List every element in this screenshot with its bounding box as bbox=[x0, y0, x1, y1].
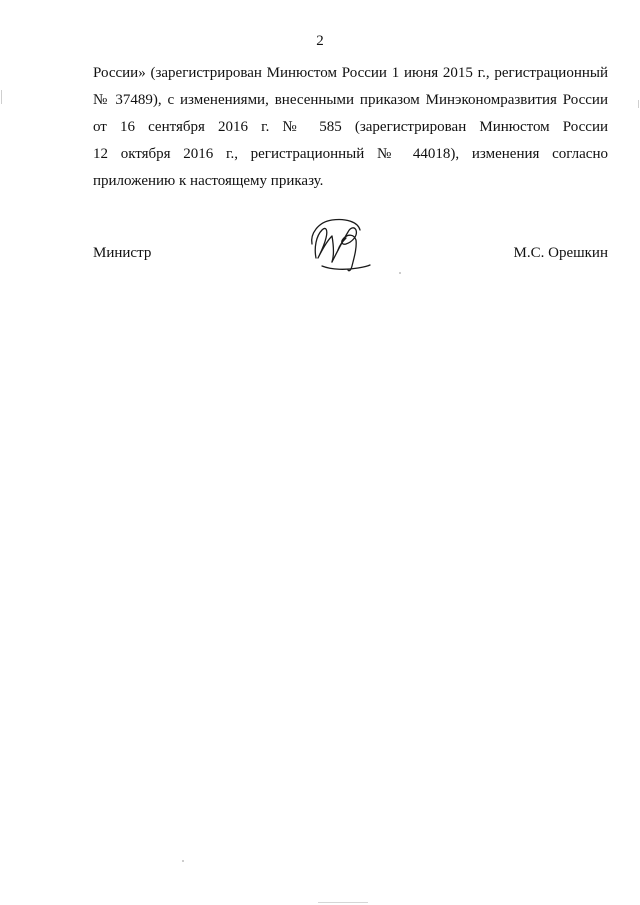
body-line: № 37489), с изменениями, внесенными приказом Минэкономразвития России bbox=[93, 92, 608, 108]
scan-speck bbox=[399, 272, 401, 274]
body-line: России» (зарегистрирован Минюстом России 1 июня 2015 г., регистрационный bbox=[93, 65, 608, 81]
scan-edge-mark bbox=[1, 90, 2, 104]
page-number: 2 bbox=[316, 33, 324, 49]
body-line: от 16 сентября 2016 г. № 585 (зарегистрирован Минюстом России bbox=[93, 119, 608, 135]
signatory-name: М.С. Орешкин bbox=[513, 245, 608, 261]
scan-edge-mark bbox=[318, 902, 368, 903]
body-paragraph bbox=[93, 60, 608, 195]
scan-speck bbox=[182, 860, 184, 862]
body-line: приложению к настоящему приказу. bbox=[93, 173, 324, 189]
handwritten-signature bbox=[302, 214, 374, 278]
signatory-position: Министр bbox=[93, 245, 152, 261]
scan-edge-mark bbox=[638, 100, 639, 108]
body-line: 12 октября 2016 г., регистрационный № 44018), изменения согласно bbox=[93, 146, 608, 162]
